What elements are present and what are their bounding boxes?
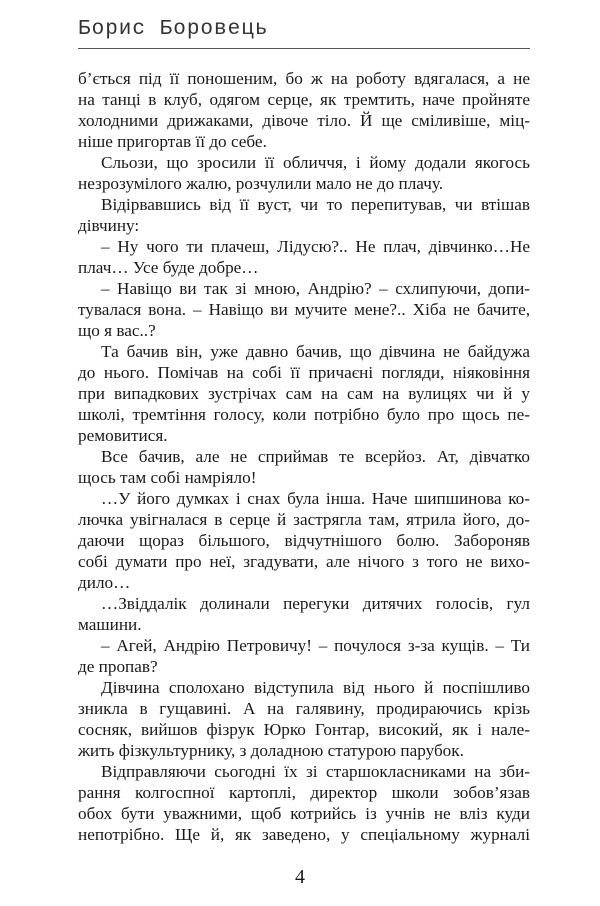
text-line: де пропав?	[78, 657, 158, 676]
header-rule	[78, 48, 530, 49]
text-line: жить фізкультурнику, з доладною статурою парубок.	[78, 741, 464, 760]
text-line: – Навіщо ви так зі мною, Андрію? – схлипуючи, допи-	[101, 279, 530, 298]
text-line: ремовитися.	[78, 426, 168, 445]
text-line: …У його думках і снах була інша. Наче шипшинова ко-	[101, 489, 530, 508]
text-line: даючи щораз більшого, відчутнішого болю. Забороняв	[78, 531, 530, 550]
text-line: до нього. Помічав на собі її причаєні погляди, ніяковіння	[78, 363, 530, 382]
text-line: ніше пригортав її до себе.	[78, 132, 267, 151]
running-header-author: Борис Боровець	[78, 18, 269, 41]
text-line: холодними дрижаками, дівоче тіло. Й ще сміливіше, міц-	[78, 111, 530, 130]
text-line: Сльози, що зросили її обличчя, і йому додали якогось	[101, 153, 530, 172]
text-line: на танці в клуб, одягом серце, як тремтить, наче пройняте	[78, 90, 530, 109]
text-line: що я вас..?	[78, 321, 156, 340]
text-line: Відірвавшись від її вуст, чи то перепитував, чи втішав	[101, 195, 530, 214]
text-line: собі думати про неї, згадувати, але нічого з того не вихо-	[78, 552, 530, 571]
text-line: зникла в гущавині. А на галявину, продираючись крізь	[78, 699, 530, 718]
text-line: плач… Усе буде добре…	[78, 258, 259, 277]
text-line: Відправляючи сьогодні їх зі старшокласниками на зби-	[101, 762, 530, 781]
text-line: Дівчина сполохано відступила від нього й поспішливо	[101, 678, 530, 697]
page-number: 4	[295, 866, 305, 888]
text-line: – Ну чого ти плачеш, Лідусю?.. Не плач, дівчинко…Не	[101, 237, 530, 256]
text-line: дило…	[78, 573, 131, 592]
text-line: дівчину:	[78, 216, 140, 235]
text-line: незрозумілого жалю, розчулили мало не до плачу.	[78, 174, 444, 193]
page-body-text	[78, 68, 530, 845]
text-line: – Агей, Андрію Петровичу! – почулося з-за кущів. – Ти	[101, 636, 530, 655]
text-line: Та бачив він, уже давно бачив, що дівчина не байдужа	[101, 342, 530, 361]
text-line: при випадкових зустрічах сам на сам на вулицях чи й у	[78, 384, 530, 403]
text-line: рання колгоспної картоплі, директор школи зобов’язав	[78, 783, 530, 802]
text-line: …Звіддалік долинали перегуки дитячих голосів, гул	[101, 594, 530, 613]
text-line: лючка увігналася в серце й застрягла там, ятрила його, до-	[78, 510, 530, 529]
text-line: щось там собі намріяло!	[78, 468, 257, 487]
text-line: сосняк, вийшов фізрук Юрко Гонтар, високий, як і нале-	[78, 720, 530, 739]
text-line: машини.	[78, 615, 142, 634]
text-line: б’ється під її поношеним, бо ж на роботу вдягалася, а не	[78, 69, 530, 88]
text-line: Все бачив, але не сприймав те всерйоз. Ат, дівчатко	[101, 447, 530, 466]
text-line: непотрібно. Ще й, як заведено, у спеціальному журналі	[78, 825, 530, 844]
text-line: обох бути уважними, щоб котрийсь із учнів не вліз куди	[78, 804, 530, 823]
text-line: школі, тремтіння голосу, коли потрібно було про щось пе-	[78, 405, 530, 424]
text-line: тувалася вона. – Навіщо ви мучите мене?.. Хіба не бачите,	[78, 300, 530, 319]
